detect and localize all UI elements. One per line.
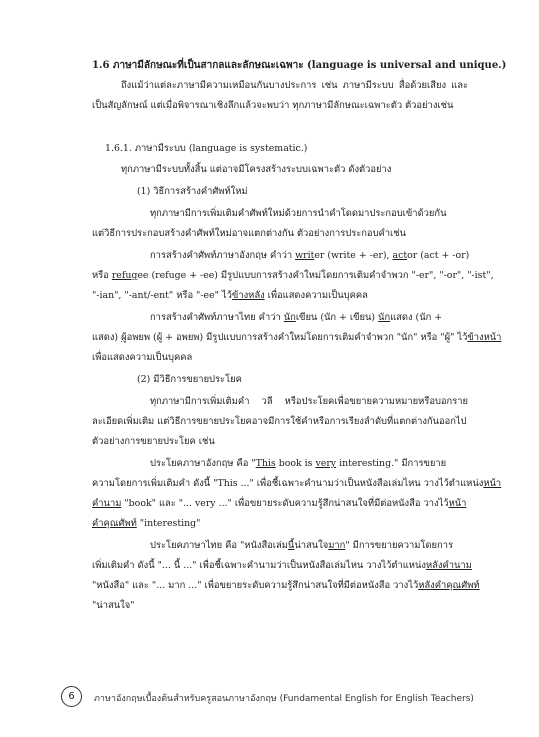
item1-paragraph2-line-1: การสร้างคำศัพท์ภาษาอังกฤษ คำว่า writer (write + -er), actor (act + -or) — [150, 250, 470, 261]
item2-paragraph2-line-2: ความโดยการเพิ่มเติมคำ ดังนี้ "This ..." เพื่อชี้เฉพาะคำนามว่าเป็นหนังสือเล่มไหน วางไว้ตำแหน่งหน้า — [92, 478, 502, 489]
item2-paragraph2-line-3: คำนาม "book" และ "... very ..." เพื่อขยายระดับความรู้สึกน่าสนใจที่มีต่อหนังสือ วางไว้หน้า — [92, 498, 467, 509]
item1-heading: (1) วิธีการสร้างคำศัพท์ใหม่ — [137, 186, 248, 197]
item1-paragraph3-line-1: การสร้างคำศัพท์ภาษาไทย คำว่า นักเขียน (นัก + เขียน) นักแสดง (นัก + — [150, 312, 443, 323]
subsection-heading: 1.6.1. ภาษามีระบบ (language is systematic.) — [105, 143, 308, 154]
item2-paragraph1-line-1: ทุกภาษามีการเพิ่มเติมคำ วลี หรือประโยคเพื่อขยายความหมายหรือบอกราย — [150, 396, 468, 407]
item2-paragraph3-line-2: เพิ่มเติมคำ ดังนี้ "... นี้ ..." เพื่อชี้เฉพาะคำนามว่าเป็นหนังสือเล่มไหน วางไว้ตำแหน่งหลังคำนาม — [92, 560, 472, 571]
item1-paragraph3-line-3: เพื่อแสดงความเป็นบุคคล — [92, 352, 193, 363]
page-number: 6 — [61, 686, 82, 707]
section-intro-line-2: เป็นสัญลักษณ์ แต่เมื่อพิจารณาเชิงลึกแล้วจะพบว่า ทุกภาษามีลักษณะเฉพาะตัว ตัวอย่างเช่น — [92, 100, 454, 111]
section-intro-line-1: ถึงแม้ว่าแต่ละภาษามีความเหมือนกันบางประการ เช่น ภาษามีระบบ สื่อด้วยเสียง และ — [121, 80, 468, 91]
item2-heading: (2) มีวิธีการขยายประโยค — [137, 374, 242, 385]
item2-paragraph1-line-3: ตัวอย่างการขยายประโยค เช่น — [92, 436, 215, 447]
subsection-intro: ทุกภาษามีระบบทั้งสิ้น แต่อาจมีโครงสร้างระบบเฉพาะตัว ดังตัวอย่าง — [121, 164, 392, 175]
item1-paragraph3-line-2: แสดง) ผู้อพยพ (ผู้ + อพยพ) มีรูปแบบการสร้างคำใหม่โดยการเติมคำจำพวก "นัก" หรือ "ผู้" ไว้ข้างหน้า — [92, 332, 502, 343]
item1-paragraph2-line-2: หรือ refugee (refuge + -ee) มีรูปแบบการสร้างคำใหม่โดยการเติมคำจำพวก "-er", "-or", "-ist", — [92, 270, 494, 281]
item1-paragraph2-line-3: "-ian", "-ant/-ent" หรือ "-ee" ไว้ข้างหลัง เพื่อแสดงความเป็นบุคคล — [92, 290, 368, 301]
item2-paragraph3-line-4: "น่าสนใจ" — [92, 600, 135, 611]
footer-title: ภาษาอังกฤษเบื้องต้นสำหรับครูสอนภาษาอังกฤษ (Fundamental English for English Teachers) — [94, 694, 474, 704]
item1-paragraph1-line-1: ทุกภาษามีการเพิ่มเติมคำศัพท์ใหม่ด้วยการนำคำโดดมาประกอบเข้าด้วยกัน — [150, 208, 447, 219]
item2-paragraph1-line-2: ละเอียดเพิ่มเติม แต่วิธีการขยายประโยคอาจมีการใช้คำหรือการเรียงลำดับที่แตกต่างกันออกไป — [92, 416, 467, 427]
item2-paragraph2-line-1: ประโยคภาษาอังกฤษ คือ "This book is very interesting." มีการขยาย — [150, 458, 447, 469]
section-heading: 1.6 ภาษามีลักษณะที่เป็นสากลและลักษณะเฉพาะ (language is universal and unique.) — [92, 60, 507, 71]
item2-paragraph3-line-3: "หนังสือ" และ "... มาก ..." เพื่อขยายระดับความรู้สึกน่าสนใจที่มีต่อหนังสือ วางไว้หลังคำคุณศัพท์ — [92, 580, 480, 591]
item2-paragraph2-line-4: คำคุณศัพท์ "interesting" — [92, 518, 201, 529]
item2-paragraph3-line-1: ประโยคภาษาไทย คือ "หนังสือเล่มนี้น่าสนใจมาก" มีการขยายความโดยการ — [150, 540, 454, 551]
item1-paragraph1-line-2: แต่วิธีการประกอบสร้างคำศัพท์ใหม่อาจแตกต่างกัน ตัวอย่างการประกอบคำเช่น — [92, 228, 407, 239]
